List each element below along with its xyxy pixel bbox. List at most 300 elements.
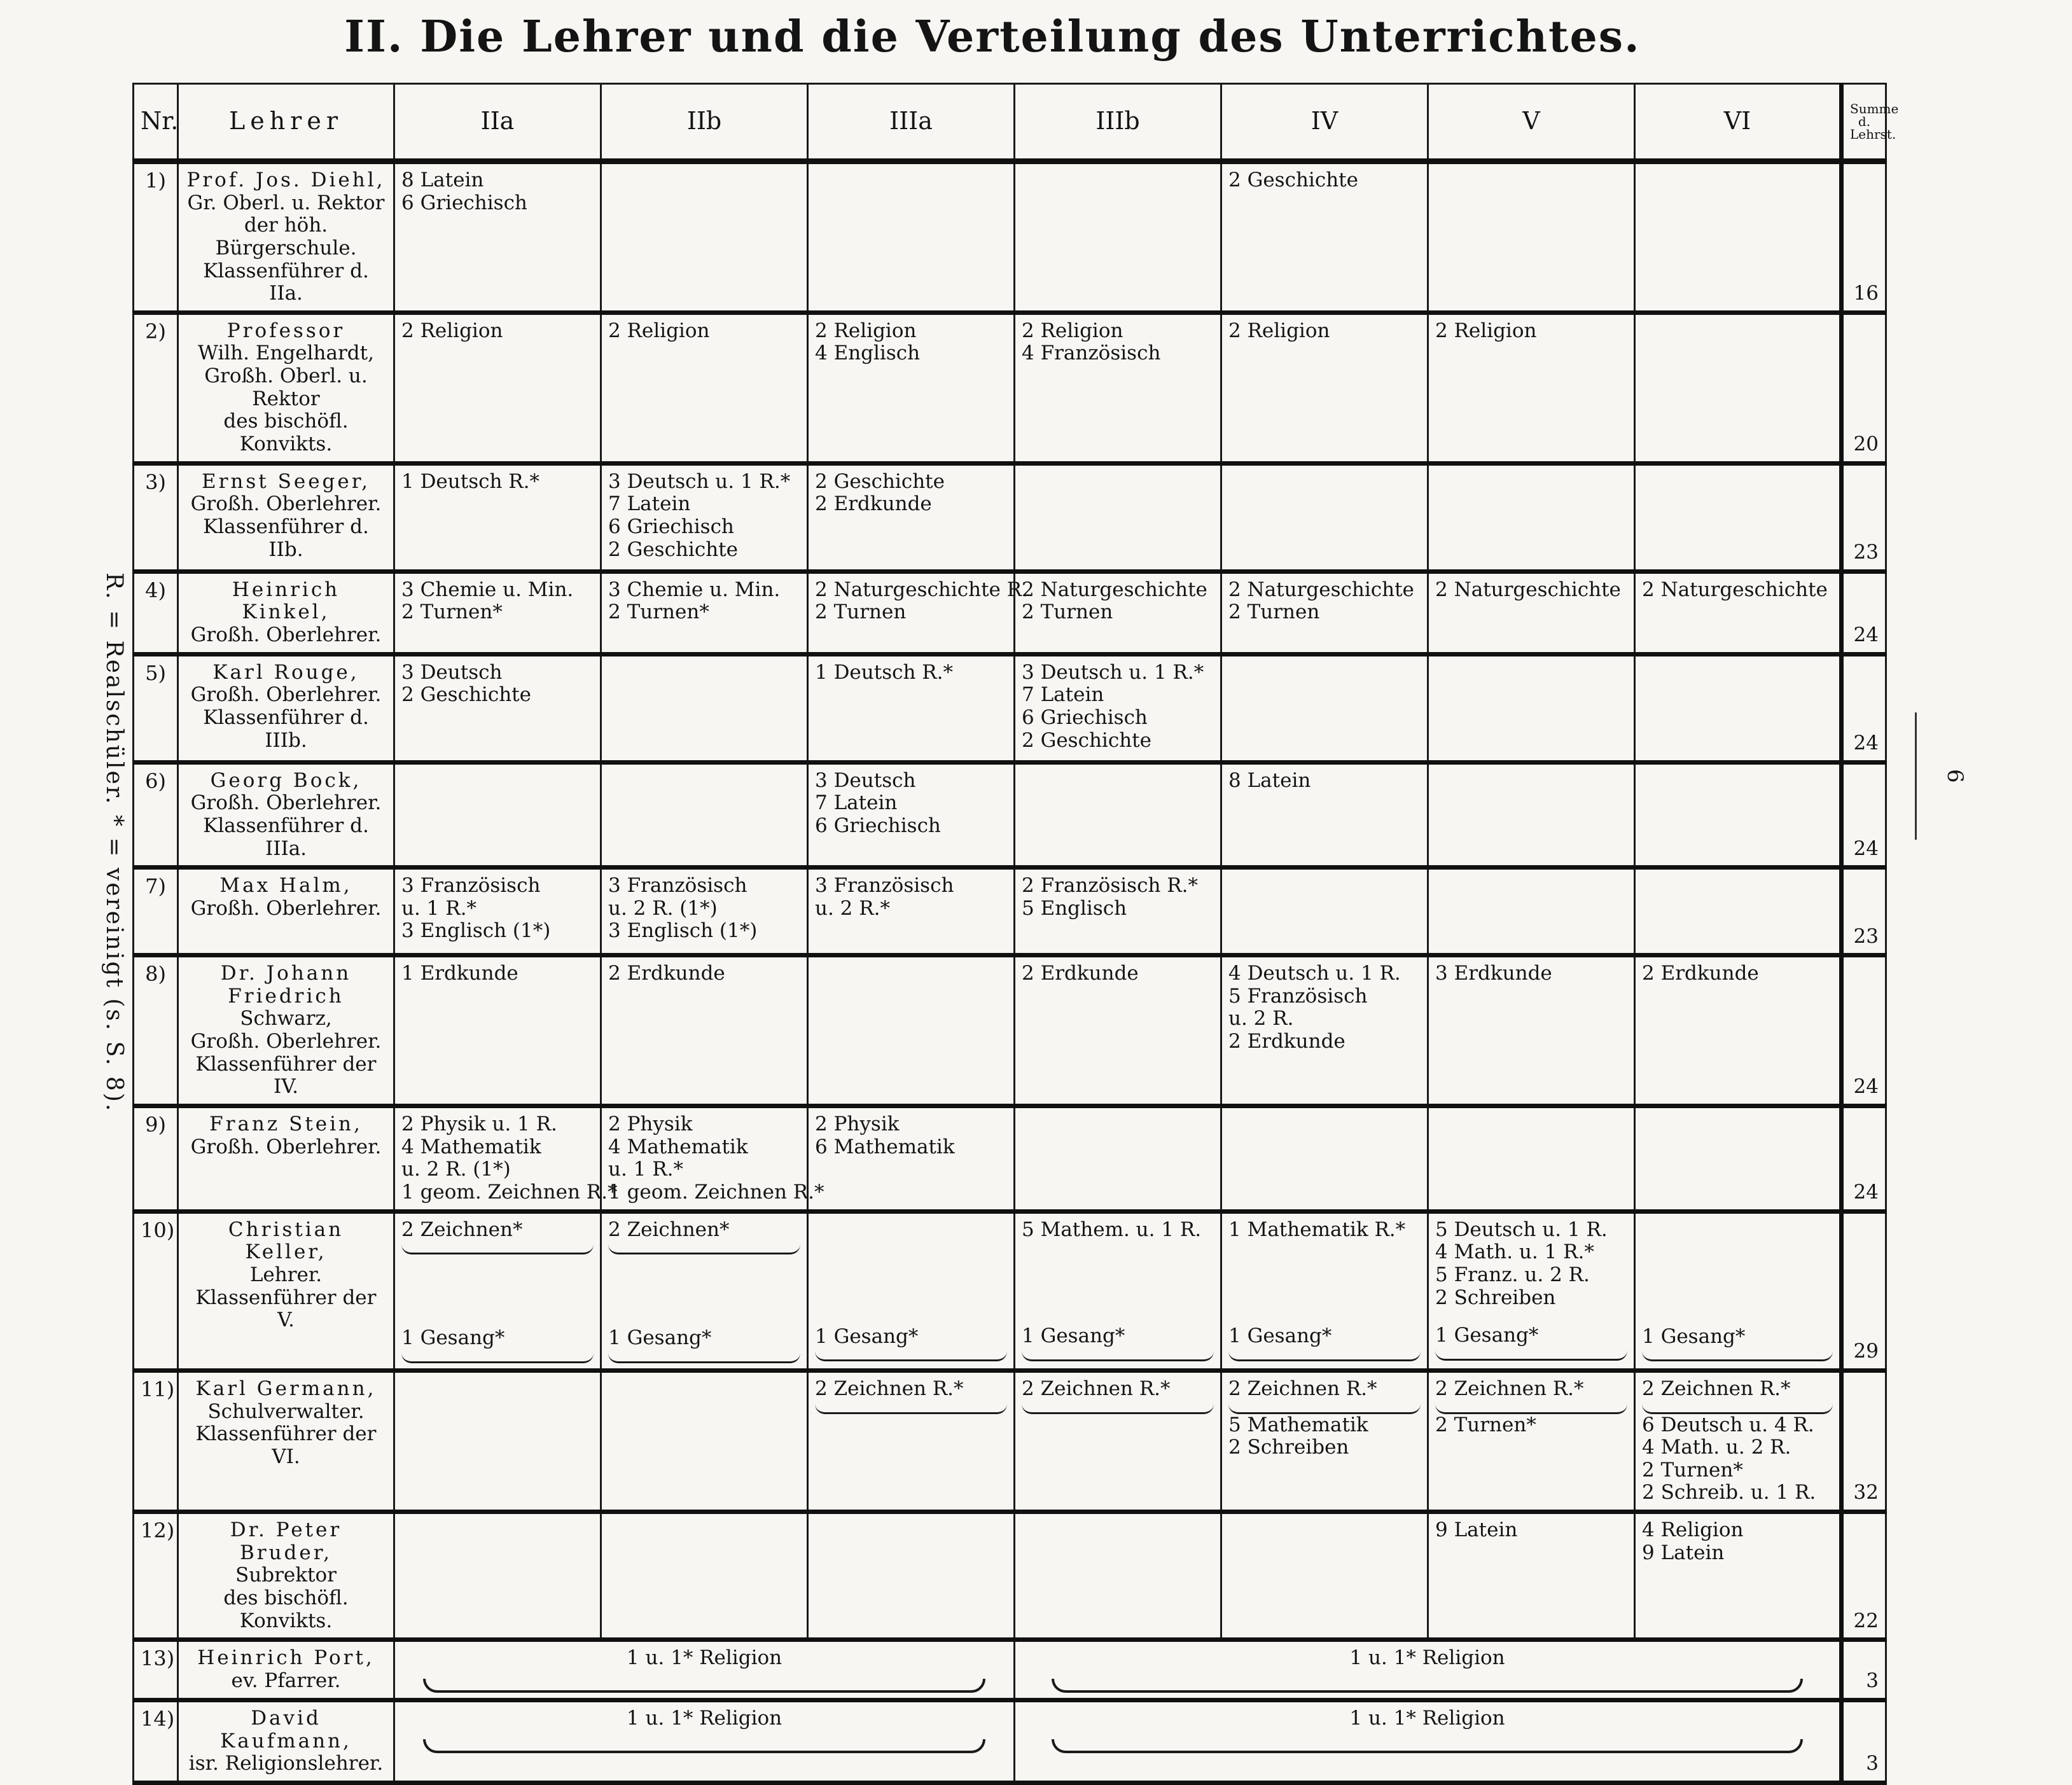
subject-entry: 1 geom. Zeichnen R.*	[608, 1180, 824, 1204]
row-number: 2)	[134, 312, 178, 463]
class-cell	[808, 1211, 1015, 1370]
class-cell	[1015, 955, 1221, 1106]
class-cell	[1015, 1106, 1221, 1212]
row-number: 10)	[134, 1211, 178, 1370]
teacher-title: der höh. Bürgerschule.	[215, 214, 357, 260]
subject-entry: 2 Zeichnen R.*	[1228, 1377, 1377, 1400]
subject-entry: 6 Mathematik	[815, 1135, 955, 1158]
row-number: 9)	[134, 1106, 178, 1212]
teacher-cell	[178, 1370, 394, 1511]
subject-entry: 2 Turnen	[1022, 601, 1113, 624]
combined-brace	[1642, 1403, 1833, 1414]
subject-entry: 3 Deutsch	[401, 660, 503, 684]
sum-cell: 20	[1842, 312, 1886, 463]
subject-entry: 2 Religion	[1435, 319, 1537, 342]
teacher-title: Subrektor	[235, 1564, 337, 1587]
row-number: 13)	[134, 1640, 178, 1700]
class-cell	[1428, 654, 1635, 762]
class-cell	[394, 654, 601, 762]
subject-entry: 1 Deutsch R.*	[815, 660, 953, 684]
table-row	[134, 463, 1886, 571]
class-cell	[394, 1512, 601, 1640]
subject-entry: 9 Latein	[1642, 1541, 1725, 1564]
subject-entry: 3 Französisch	[608, 874, 747, 898]
teacher-title: Klassenführer d. IIa.	[203, 259, 369, 305]
subject-entry: 2 Schreiben	[1228, 1436, 1349, 1459]
table-row	[134, 1700, 1886, 1782]
class-cell	[808, 1512, 1015, 1640]
teacher-cell	[178, 1700, 394, 1782]
page-title: II. Die Lehrer und die Verteilung des Unterrichtes.	[344, 11, 1641, 62]
sum-cell: 3	[1842, 1640, 1886, 1700]
class-cell	[808, 762, 1015, 868]
teacher-title: Gr. Oberl. u. Rektor	[187, 191, 385, 214]
subject-entry: 4 Religion	[1642, 1518, 1744, 1542]
subject-entry: 3 Deutsch u. 1 R.*	[608, 469, 791, 493]
row-number: 8)	[134, 955, 178, 1106]
subject-entry: 2 Naturgeschichte	[1435, 578, 1621, 601]
sum-cell: 32	[1842, 1370, 1886, 1511]
sum-cell: 23	[1842, 463, 1886, 571]
subject-entry: 2 Naturgeschichte	[1022, 578, 1207, 601]
sum-cell: 24	[1842, 654, 1886, 762]
page-number: 6	[1915, 712, 1968, 840]
subject-entry: 2 Turnen*	[1642, 1458, 1743, 1482]
teacher-name: Georg Bock,	[210, 768, 362, 792]
sum-cell: 22	[1842, 1512, 1886, 1640]
subject-entry: 2 Physik	[608, 1113, 693, 1136]
class-cell	[1635, 868, 1842, 955]
class-cell	[1221, 955, 1428, 1106]
class-cell	[1428, 463, 1635, 571]
teacher-title: Großh. Oberlehrer.	[190, 896, 382, 920]
subject-entry: 3 Englisch (1*)	[608, 919, 758, 943]
subject-entry: 2 Religion	[608, 319, 710, 342]
class-cell	[394, 955, 601, 1106]
class-cell	[1428, 162, 1635, 313]
teacher-title: Großh. Oberl. u. Rektor	[204, 365, 368, 410]
row-number: 12)	[134, 1512, 178, 1640]
subject-entry: 2 Geschichte	[401, 683, 531, 707]
class-cell	[1015, 762, 1221, 868]
combined-brace	[423, 1739, 985, 1753]
subject-entry: 2 Turnen	[815, 601, 907, 624]
header-class: IV	[1221, 84, 1428, 162]
subject-entry: 1 Gesang*	[1228, 1324, 1332, 1348]
combined-cell	[1015, 1640, 1842, 1700]
sum-cell: 24	[1842, 955, 1886, 1106]
teacher-title: Lehrer.	[249, 1263, 323, 1286]
combined-brace	[1052, 1739, 1803, 1753]
class-cell	[394, 312, 601, 463]
class-cell	[1015, 1211, 1221, 1370]
row-number: 5)	[134, 654, 178, 762]
subject-entry: 1 Gesang*	[815, 1324, 919, 1348]
teacher-title: Klassenführer d. IIb.	[203, 515, 369, 561]
subject-entry: 6 Deutsch u. 4 R.	[1642, 1413, 1814, 1436]
teacher-title: Schwarz,	[240, 1007, 332, 1031]
class-cell	[601, 1512, 808, 1640]
subject-entry: 2 Naturgeschichte	[1228, 578, 1414, 601]
table-row	[134, 1512, 1886, 1640]
subject-entry: 2 Zeichnen R.*	[1642, 1377, 1791, 1400]
subject-entry: 6 Griechisch	[1022, 705, 1148, 729]
class-cell	[601, 762, 808, 868]
subject-entry: u. 1 R.*	[608, 1158, 683, 1181]
subject-entry: 1 Gesang*	[608, 1326, 712, 1350]
subject-entry: 3 Französisch	[401, 874, 541, 898]
subject-entry: 6 Griechisch	[608, 515, 734, 538]
class-cell	[1015, 312, 1221, 463]
teacher-title: Klassenführer der VI.	[195, 1422, 377, 1468]
table-row	[134, 571, 1886, 654]
sum-cell: 24	[1842, 571, 1886, 654]
class-cell	[808, 955, 1015, 1106]
subject-entry: 2 Französisch R.*	[1022, 874, 1198, 898]
subject-entry: 5 Englisch	[1022, 896, 1127, 920]
class-cell	[394, 463, 601, 571]
subject-entry: 2 Geschichte	[1228, 169, 1358, 191]
class-cell	[808, 868, 1015, 955]
header-class: VI	[1635, 84, 1842, 162]
subject-entry: 3 Erdkunde	[1435, 962, 1552, 985]
class-cell	[1015, 654, 1221, 762]
teacher-name: Christian Keller,	[228, 1218, 344, 1264]
subject-entry: 3 Chemie u. Min.	[608, 578, 781, 601]
combined-brace	[1435, 1350, 1627, 1361]
teacher-name: Heinrich Kinkel,	[232, 578, 340, 624]
class-cell	[808, 654, 1015, 762]
teacher-cell	[178, 571, 394, 654]
class-cell	[601, 955, 808, 1106]
subject-entry: 1 Mathematik R.*	[1228, 1218, 1406, 1241]
subject-entry: u. 1 R.*	[401, 896, 476, 920]
subject-entry: 3 Deutsch	[815, 768, 916, 792]
combined-brace	[815, 1351, 1007, 1361]
teacher-name: Karl Rouge,	[212, 660, 359, 684]
teacher-title: Großh. Oberlehrer.	[190, 623, 382, 646]
class-cell	[1428, 571, 1635, 654]
row-number: 3)	[134, 463, 178, 571]
class-cell	[1635, 1211, 1842, 1370]
subject-entry: 2 Erdkunde	[1228, 1030, 1345, 1053]
teacher-name: Franz Stein,	[209, 1113, 363, 1136]
teacher-title: des bischöfl. Konvikts.	[223, 410, 349, 456]
table-row	[134, 1106, 1886, 1212]
class-cell	[601, 162, 808, 313]
class-cell	[1221, 762, 1428, 868]
combined-brace	[1228, 1403, 1421, 1414]
row-number: 4)	[134, 571, 178, 654]
subject-entry: 2 Turnen*	[608, 601, 709, 624]
teacher-title: Klassenführer d. IIIb.	[203, 705, 369, 752]
subject-entry: 4 Math. u. 1 R.*	[1435, 1240, 1594, 1264]
combined-cell	[1015, 1700, 1842, 1782]
class-cell	[1428, 1106, 1635, 1212]
row-number: 1)	[134, 162, 178, 313]
subject-entry: 2 Schreib. u. 1 R.	[1642, 1481, 1816, 1504]
combined-brace	[608, 1244, 800, 1254]
subject-entry: 1 Gesang*	[401, 1326, 505, 1350]
subject-entry: u. 2 R.	[1228, 1007, 1294, 1031]
class-cell	[1428, 955, 1635, 1106]
subject-entry: 1 u. 1* Religion	[626, 1646, 782, 1670]
class-cell	[394, 571, 601, 654]
header-class: V	[1428, 84, 1635, 162]
subject-entry: 2 Zeichnen*	[401, 1218, 523, 1241]
class-cell	[1015, 1512, 1221, 1640]
class-cell	[1635, 463, 1842, 571]
row-number: 14)	[134, 1700, 178, 1782]
header-row	[134, 84, 1886, 162]
combined-cell	[394, 1700, 1015, 1782]
class-cell	[1635, 762, 1842, 868]
teacher-cell	[178, 1106, 394, 1212]
class-cell	[601, 868, 808, 955]
subject-entry: 2 Naturgeschichte R.	[815, 578, 1028, 601]
combined-brace	[1642, 1351, 1833, 1361]
subject-entry: 4 Deutsch u. 1 R.	[1228, 962, 1401, 985]
teacher-title: Wilh. Engelhardt,	[198, 342, 374, 365]
subject-entry: 2 Turnen*	[401, 601, 503, 624]
combined-brace	[815, 1403, 1007, 1414]
combined-brace	[1435, 1403, 1627, 1414]
subject-entry: 4 Englisch	[815, 342, 921, 365]
class-cell	[808, 1370, 1015, 1511]
subject-entry: 1 Gesang*	[1435, 1324, 1539, 1347]
subject-entry: 2 Naturgeschichte	[1642, 578, 1828, 601]
class-cell	[808, 1106, 1015, 1212]
subject-entry: 1 u. 1* Religion	[1349, 1646, 1505, 1670]
class-cell	[1015, 868, 1221, 955]
table-row	[134, 1211, 1886, 1370]
teacher-name: David Kaufmann,	[220, 1706, 352, 1753]
subject-entry: 1 Gesang*	[1642, 1324, 1746, 1348]
teacher-name: Heinrich Port,	[197, 1646, 375, 1670]
side-note: R. = Realschüler. * = vereinigt (s. S. 8).	[101, 573, 127, 1113]
class-cell	[601, 1370, 808, 1511]
subject-entry: 5 Französisch	[1228, 984, 1368, 1008]
subject-entry: 7 Latein	[608, 492, 691, 516]
subject-entry: 2 Erdkunde	[815, 492, 932, 516]
subject-entry: 2 Religion	[815, 319, 917, 342]
header-sum: Summe d. Lehrst.	[1842, 84, 1886, 162]
table-row	[134, 1640, 1886, 1700]
combined-brace	[423, 1679, 985, 1693]
header-class: IIb	[601, 84, 808, 162]
teacher-title: des bischöfl. Konvikts.	[223, 1586, 349, 1632]
teacher-cell	[178, 1211, 394, 1370]
subject-entry: 2 Zeichnen R.*	[1022, 1377, 1171, 1400]
teacher-cell	[178, 312, 394, 463]
class-cell	[394, 1106, 618, 1212]
class-cell	[1635, 162, 1842, 313]
class-cell	[1221, 1512, 1428, 1640]
subject-entry: 6 Griechisch	[815, 814, 941, 837]
teacher-name: Ernst Seeger,	[201, 469, 371, 493]
subject-entry: 2 Religion	[1228, 319, 1330, 342]
sum-cell: 23	[1842, 868, 1886, 955]
teacher-name: Karl Germann,	[195, 1377, 377, 1400]
subject-entry: 2 Religion	[1022, 319, 1123, 342]
teacher-title: Klassenführer d. IIIa.	[203, 814, 369, 860]
subject-entry: 2 Zeichnen*	[608, 1218, 730, 1241]
combined-brace	[1022, 1351, 1214, 1361]
class-cell	[394, 868, 601, 955]
subject-entry: 3 Französisch	[815, 874, 954, 898]
subject-entry: 2 Schreiben	[1435, 1286, 1556, 1309]
class-cell	[1221, 1370, 1428, 1511]
teacher-title: Großh. Oberlehrer.	[190, 492, 382, 516]
class-cell	[1428, 312, 1635, 463]
combined-brace	[1052, 1679, 1803, 1693]
class-cell	[1015, 162, 1221, 313]
subject-entry: 7 Latein	[1022, 683, 1104, 707]
teacher-cell	[178, 1640, 394, 1700]
class-cell	[808, 571, 1028, 654]
subject-entry: 2 Turnen*	[1435, 1413, 1536, 1436]
teacher-name: Max Halm,	[219, 874, 352, 898]
teacher-title: Schulverwalter.	[207, 1400, 365, 1423]
class-cell	[1221, 571, 1428, 654]
teacher-cell	[178, 955, 394, 1106]
subject-entry: 7 Latein	[815, 791, 898, 815]
subject-entry: 2 Geschichte	[1022, 728, 1151, 752]
table-row	[134, 654, 1886, 762]
subject-entry: 5 Mathem. u. 1 R.	[1022, 1218, 1202, 1241]
teacher-cell	[178, 463, 394, 571]
class-cell	[1015, 463, 1221, 571]
subject-entry: u. 2 R. (1*)	[608, 896, 718, 920]
class-cell	[1635, 312, 1842, 463]
combined-brace	[608, 1352, 800, 1363]
subject-entry: 6 Griechisch	[401, 191, 527, 214]
table-row	[134, 762, 1886, 868]
class-cell	[601, 571, 808, 654]
class-cell	[1635, 955, 1842, 1106]
table-row	[134, 312, 1886, 463]
teacher-title: Großh. Oberlehrer.	[190, 1030, 382, 1053]
teacher-name: Professor	[226, 319, 345, 342]
row-number: 7)	[134, 868, 178, 955]
class-cell	[394, 162, 601, 313]
header-class: IIIb	[1015, 84, 1221, 162]
table-row	[134, 162, 1886, 313]
teacher-cell	[178, 762, 394, 868]
class-cell	[1635, 1106, 1842, 1212]
class-cell	[1635, 1370, 1842, 1511]
subject-entry: 2 Turnen	[1228, 601, 1320, 624]
teacher-title: Großh. Oberlehrer.	[190, 791, 382, 815]
class-cell	[601, 463, 808, 571]
teacher-name: Dr. Peter Bruder,	[230, 1518, 342, 1564]
teacher-cell	[178, 654, 394, 762]
teacher-name: Dr. Johann Friedrich	[220, 962, 352, 1008]
subject-entry: 2 Physik u. 1 R.	[401, 1113, 557, 1136]
header-teacher: Lehrer	[178, 84, 394, 162]
subject-entry: 4 Mathematik	[608, 1135, 748, 1158]
class-cell	[1635, 654, 1842, 762]
row-number: 11)	[134, 1370, 178, 1511]
subject-entry: 1 geom. Zeichnen R.*	[401, 1180, 618, 1204]
combined-brace	[1022, 1403, 1214, 1414]
class-cell	[1221, 463, 1428, 571]
header-class: IIIa	[808, 84, 1015, 162]
class-cell	[1015, 1370, 1221, 1511]
class-cell	[1635, 571, 1842, 654]
table-row	[134, 955, 1886, 1106]
combined-cell	[394, 1640, 1015, 1700]
class-cell	[601, 312, 808, 463]
class-cell	[808, 162, 1015, 313]
class-cell	[1221, 1106, 1428, 1212]
teacher-title: Klassenführer der IV.	[195, 1052, 377, 1099]
subject-entry: 8 Latein	[1228, 768, 1311, 792]
class-cell	[394, 1370, 601, 1511]
class-cell	[1428, 1370, 1635, 1511]
subject-entry: 5 Deutsch u. 1 R.	[1435, 1218, 1608, 1241]
class-cell	[1428, 762, 1635, 868]
teacher-title: Klassenführer der V.	[195, 1286, 377, 1332]
subject-entry: 4 Math. u. 2 R.	[1642, 1436, 1791, 1459]
subject-entry: 2 Erdkunde	[1022, 962, 1139, 985]
class-cell	[1221, 162, 1428, 313]
teacher-distribution-table	[132, 83, 1899, 1785]
class-cell	[1635, 1512, 1842, 1640]
class-cell	[601, 1106, 824, 1212]
subject-entry: 9 Latein	[1435, 1518, 1518, 1542]
class-cell	[1428, 1211, 1635, 1370]
subject-entry: 4 Französisch	[1022, 342, 1161, 365]
table-row	[134, 1370, 1886, 1511]
subject-entry: 2 Geschichte	[815, 469, 945, 493]
subject-entry: 1 Erdkunde	[401, 962, 518, 985]
teacher-name: Prof. Jos. Diehl,	[186, 169, 386, 191]
subject-entry: 2 Erdkunde	[1642, 962, 1759, 985]
class-cell	[1221, 312, 1428, 463]
class-cell	[1221, 868, 1428, 955]
class-cell	[601, 1211, 808, 1370]
subject-entry: 2 Religion	[401, 319, 503, 342]
sum-cell: 24	[1842, 762, 1886, 868]
subject-entry: 3 Deutsch u. 1 R.*	[1022, 660, 1204, 684]
class-cell	[1221, 654, 1428, 762]
teacher-title: Großh. Oberlehrer.	[190, 1135, 382, 1158]
class-cell	[1221, 1211, 1428, 1370]
sum-cell: 24	[1842, 1106, 1886, 1212]
subject-entry: 3 Chemie u. Min.	[401, 578, 574, 601]
subject-entry: 3 Englisch (1*)	[401, 919, 551, 943]
subject-entry: u. 2 R.*	[815, 896, 890, 920]
class-cell	[808, 312, 1015, 463]
subject-entry: 1 u. 1* Religion	[626, 1706, 782, 1730]
subject-entry: 2 Physik	[815, 1113, 900, 1136]
sum-cell: 29	[1842, 1211, 1886, 1370]
class-cell	[808, 463, 1015, 571]
class-cell	[394, 1211, 601, 1370]
class-cell	[1428, 1512, 1635, 1640]
teacher-cell	[178, 162, 394, 313]
class-cell	[394, 762, 601, 868]
subject-entry: 1 Deutsch R.*	[401, 469, 539, 493]
teacher-cell	[178, 868, 394, 955]
subject-entry: 4 Mathematik	[401, 1135, 541, 1158]
teacher-title: ev. Pfarrer.	[231, 1669, 341, 1692]
subject-entry: 2 Erdkunde	[608, 962, 725, 985]
class-cell	[1015, 571, 1221, 654]
teacher-cell	[178, 1512, 394, 1640]
header-class: IIa	[394, 84, 601, 162]
